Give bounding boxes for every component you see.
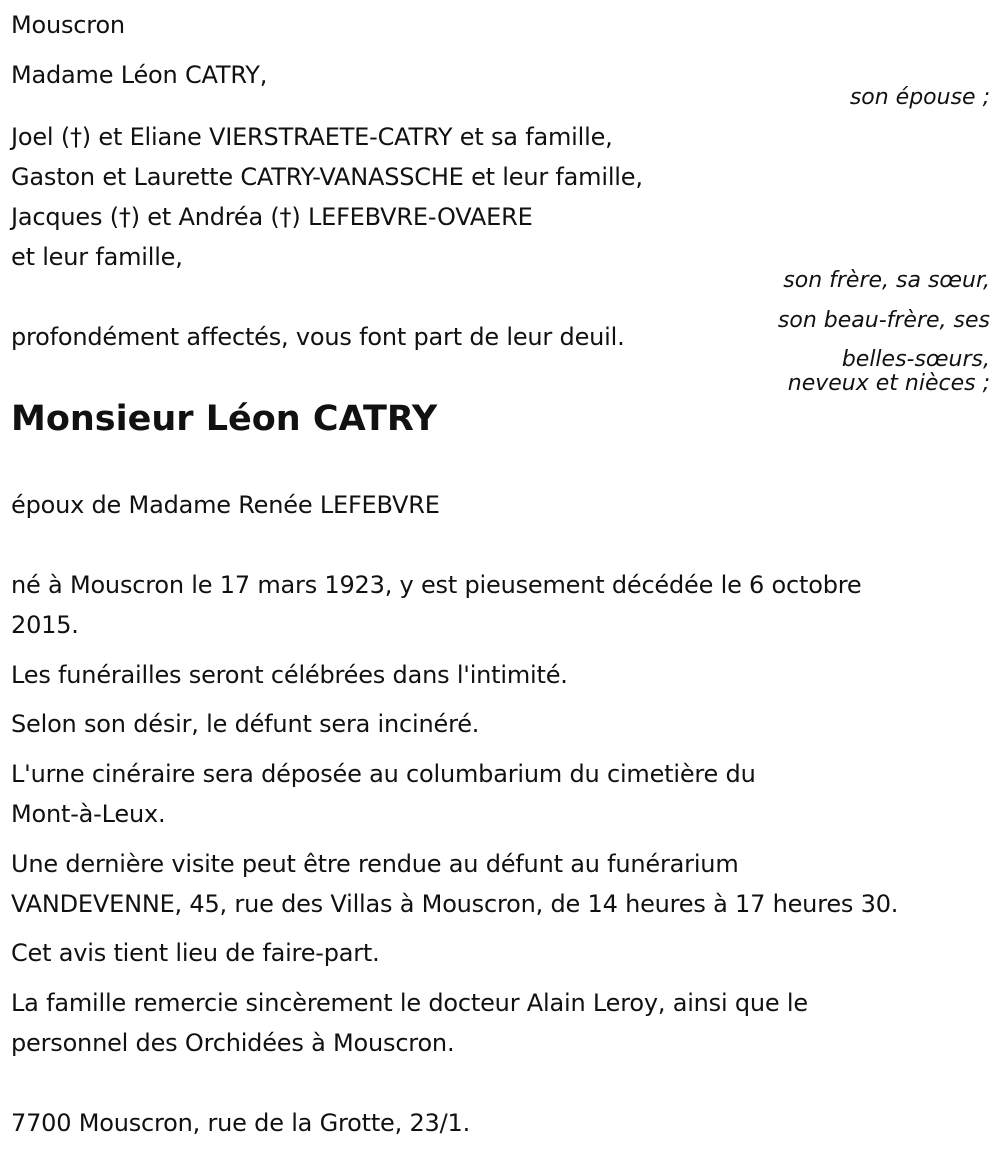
birth-death: né à Mouscron le 17 mars 1923, y est pieusement décédée le 6 octobre [11, 571, 862, 599]
family-role: son beau-frère, ses [777, 308, 990, 333]
family-line: et leur famille, [11, 243, 183, 271]
birth-death: 2015. [11, 611, 79, 639]
spouse-line: Madame Léon CATRY, [11, 61, 268, 89]
city: Mouscron [11, 11, 125, 39]
spouse-of: époux de Madame Renée LEFEBVRE [11, 491, 440, 519]
urn-info: L'urne cinéraire sera déposée au columbarium du cimetière du [11, 760, 756, 788]
family-role: neveux et nièces ; [787, 371, 990, 396]
deceased-name: Monsieur Léon CATRY [11, 399, 438, 439]
funeral-info: Les funérailles seront célébrées dans l'intimité. [11, 661, 568, 689]
address: 7700 Mouscron, rue de la Grotte, 23/1. [11, 1109, 470, 1137]
visit-info: VANDEVENNE, 45, rue des Villas à Mouscron, de 14 heures à 17 heures 30. [11, 890, 899, 918]
family-line: Jacques (†) et Andréa (†) LEFEBVRE-OVAERE [11, 203, 533, 231]
family-line: Gaston et Laurette CATRY-VANASSCHE et leur famille, [11, 163, 643, 191]
spouse-role: son épouse ; [849, 85, 990, 110]
thanks: personnel des Orchidées à Mouscron. [11, 1029, 455, 1057]
announcement: profondément affectés, vous font part de leur deuil. [11, 323, 625, 351]
cremation-info: Selon son désir, le défunt sera incinéré. [11, 710, 480, 738]
family-role: belles-sœurs, [841, 347, 990, 372]
family-role: son frère, sa sœur, [783, 268, 990, 293]
faire-part: Cet avis tient lieu de faire-part. [11, 939, 380, 967]
urn-info: Mont-à-Leux. [11, 800, 166, 828]
visit-info: Une dernière visite peut être rendue au défunt au funérarium [11, 850, 739, 878]
family-line: Joel (†) et Eliane VIERSTRAETE-CATRY et sa famille, [11, 123, 613, 151]
thanks: La famille remercie sincèrement le docteur Alain Leroy, ainsi que le [11, 989, 808, 1017]
